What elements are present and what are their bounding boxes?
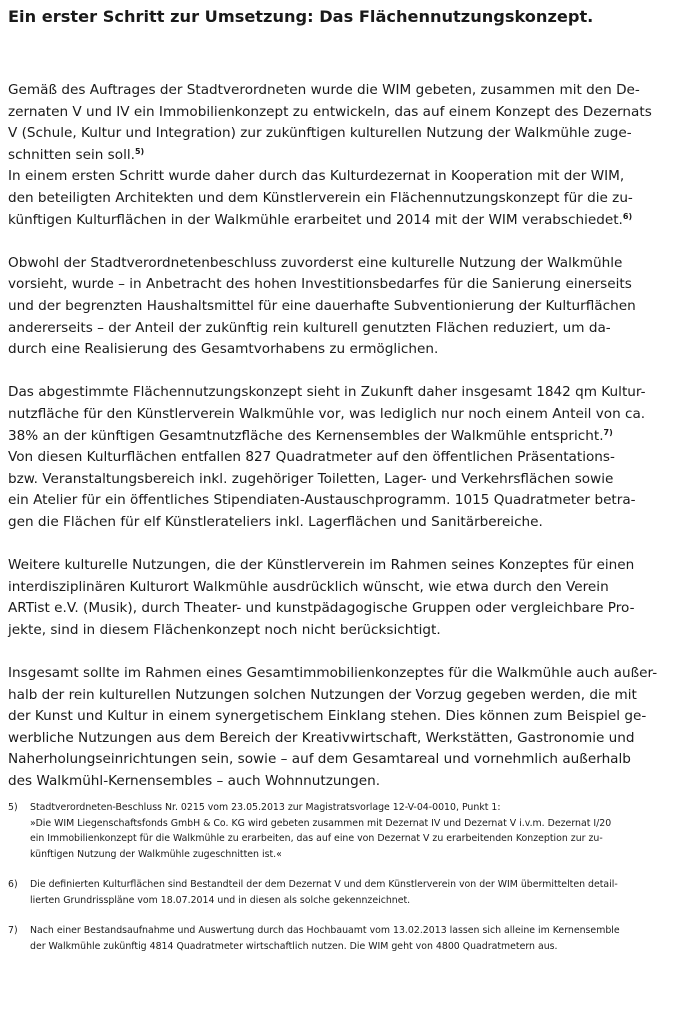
paragraph <box>8 663 692 793</box>
paragraph <box>8 382 692 533</box>
footnote <box>8 877 692 908</box>
footnotes <box>8 800 692 969</box>
text-line: nutzfläche für den Künstlerverein Walkmühle vor, was lediglich nur noch einem Anteil von ca. <box>8 405 646 422</box>
footnote-ref: 5) <box>134 146 145 156</box>
paragraph <box>8 253 692 361</box>
text-line: halb der rein kulturellen Nutzungen solchen Nutzungen der Vorzug gegeben werden, die mit <box>8 686 637 703</box>
text-line: werbliche Nutzungen aus dem Bereich der Kreativwirtschaft, Werkstätten, Gastronomie und <box>8 729 635 746</box>
footnote-line: der Walkmühle zukünftig 4814 Quadratmeter wirtschaftlich nutzen. Die WIM geht von 4800 Quadratmetern aus. <box>30 940 558 952</box>
paragraph <box>8 80 692 231</box>
footnote-line: Die definierten Kulturflächen sind Bestandteil der dem Dezernat V und dem Künstlerverein von der WIM übermittelten detail- <box>30 879 618 890</box>
text-line: des Walkmühl-Kernensembles – auch Wohnnutzungen. <box>8 773 381 789</box>
text-line: den beteiligten Architekten und dem Künstlerverein ein Flächennutzungskonzept für die zu- <box>8 189 633 206</box>
footnote-ref: 7) <box>603 427 613 437</box>
footnote-text <box>30 877 692 908</box>
text-line: Insgesamt sollte im Rahmen eines Gesamtimmobilienkonzeptes für die Walkmühle auch außer- <box>8 665 658 682</box>
text-line: ein Atelier für ein öffentliches Stipendiaten-Austauschprogramm. 1015 Quadratmeter betra- <box>8 492 636 509</box>
page-title: Ein erster Schritt zur Umsetzung: Das Flächennutzungskonzept. <box>8 7 594 26</box>
footnote-line: lierten Grundrisspläne vom 18.07.2014 und in diesen als solche gekennzeichnet. <box>30 894 411 906</box>
text-line: Von diesen Kulturflächen entfallen 827 Quadratmeter auf den öffentlichen Präsentations- <box>8 449 615 466</box>
footnote <box>8 800 692 862</box>
text-line: Weitere kulturelle Nutzungen, die der Künstlerverein im Rahmen seines Konzeptes für einen <box>8 557 635 574</box>
text-line: künftigen Kulturflächen in der Walkmühle erarbeitet und 2014 mit der WIM verabschiedet.$^{6)}$ <box>8 211 633 228</box>
footnote-number: 7) <box>8 925 18 936</box>
body-text <box>8 80 692 793</box>
text-line: gen die Flächen für elf Künstlerateliers inkl. Lagerflächen und Sanitärbereiche. <box>8 513 543 530</box>
text-line: bzw. Veranstaltungsbereich inkl. zugehöriger Toiletten, Lager- und Verkehrsflächen sowie <box>8 470 614 487</box>
text-line: ARTist e.V. (Musik), durch Theater- und kunstpädagogische Gruppen oder vergleichbare Pro- <box>8 600 635 617</box>
text-line: Obwohl der Stadtverordnetenbeschluss zuvorderst eine kulturelle Nutzung der Walkmühle <box>8 254 623 271</box>
footnote-line: künftigen Nutzung der Walkmühle zugeschnitten ist.« <box>30 848 282 860</box>
text-line: jekte, sind in diesem Flächenkonzept noch nicht berücksichtigt. <box>8 621 441 638</box>
footnote <box>8 923 692 954</box>
footnote-line: »Die WIM Liegenschaftsfonds GmbH & Co. KG wird gebeten zusammen mit Dezernat IV und Dezernat V i.v.m. Dezernat I/20 <box>30 817 612 829</box>
footnote-line: ein Immobilienkonzept für die Walkmühle zu erarbeiten, das auf eine von Dezernat V zu erarbeitenden Konzeption zur zu- <box>30 833 603 844</box>
paragraph <box>8 555 692 641</box>
text-line: Das abgestimmte Flächennutzungskonzept sieht in Zukunft daher insgesamt 1842 qm Kultur- <box>8 384 646 401</box>
footnote-line: Stadtverordneten-Beschluss Nr. 0215 vom 23.05.2013 zur Magistratsvorlage 12-V-04-0010, Punkt 1: <box>30 802 501 813</box>
text-line: durch eine Realisierung des Gesamtvorhabens zu ermöglichen. <box>8 341 439 358</box>
text-line: 38% an der künftigen Gesamtnutzfläche des Kernensembles der Walkmühle entspricht.$^{7)}$ <box>8 427 613 444</box>
text-line: V (Schule, Kultur und Integration) zur zukünftigen kulturellen Nutzung der Walkmühle zuge- <box>8 125 632 142</box>
footnote-number: 5) <box>8 802 18 813</box>
text-line: zernaten V und IV ein Immobilienkonzept zu entwickeln, das auf einem Konzept des Dezernats <box>8 103 652 120</box>
footnote-line: Nach einer Bestandsaufnahme und Auswertung durch das Hochbauamt vom 13.02.2013 lassen sich alleine im Kernensemble <box>30 925 620 936</box>
text-line: interdisziplinären Kulturort Walkmühle ausdrücklich wünscht, wie etwa durch den Verein <box>8 578 609 595</box>
footnote-ref: 6) <box>622 211 633 221</box>
text-line: vorsieht, wurde – in Anbetracht des hohen Investitionsbedarfes für die Sanierung einerseits <box>8 276 632 293</box>
text-line: andererseits – der Anteil der zukünftig rein kulturell genutzten Flächen reduziert, um da- <box>8 319 611 336</box>
footnote-text <box>30 800 692 862</box>
text-line: Gemäß des Auftrages der Stadtverordneten wurde die WIM gebeten, zusammen mit den De- <box>8 82 640 98</box>
text-line: schnitten sein soll.$^{5)}$ <box>8 146 145 163</box>
footnote-text <box>30 923 692 954</box>
text-line: In einem ersten Schritt wurde daher durch das Kulturdezernat in Kooperation mit der WIM, <box>8 168 625 185</box>
document-page <box>8 6 692 814</box>
text-line: und der begrenzten Haushaltsmittel für eine dauerhafte Subventionierung der Kulturflächen <box>8 297 636 314</box>
text-line: Naherholungseinrichtungen sein, sowie – auf dem Gesamtareal und vornehmlich außerhalb <box>8 751 631 768</box>
footnote-number: 6) <box>8 879 18 890</box>
text-line: der Kunst und Kultur in einem synergetischem Einklang stehen. Dies können zum Beispiel ge- <box>8 708 647 725</box>
